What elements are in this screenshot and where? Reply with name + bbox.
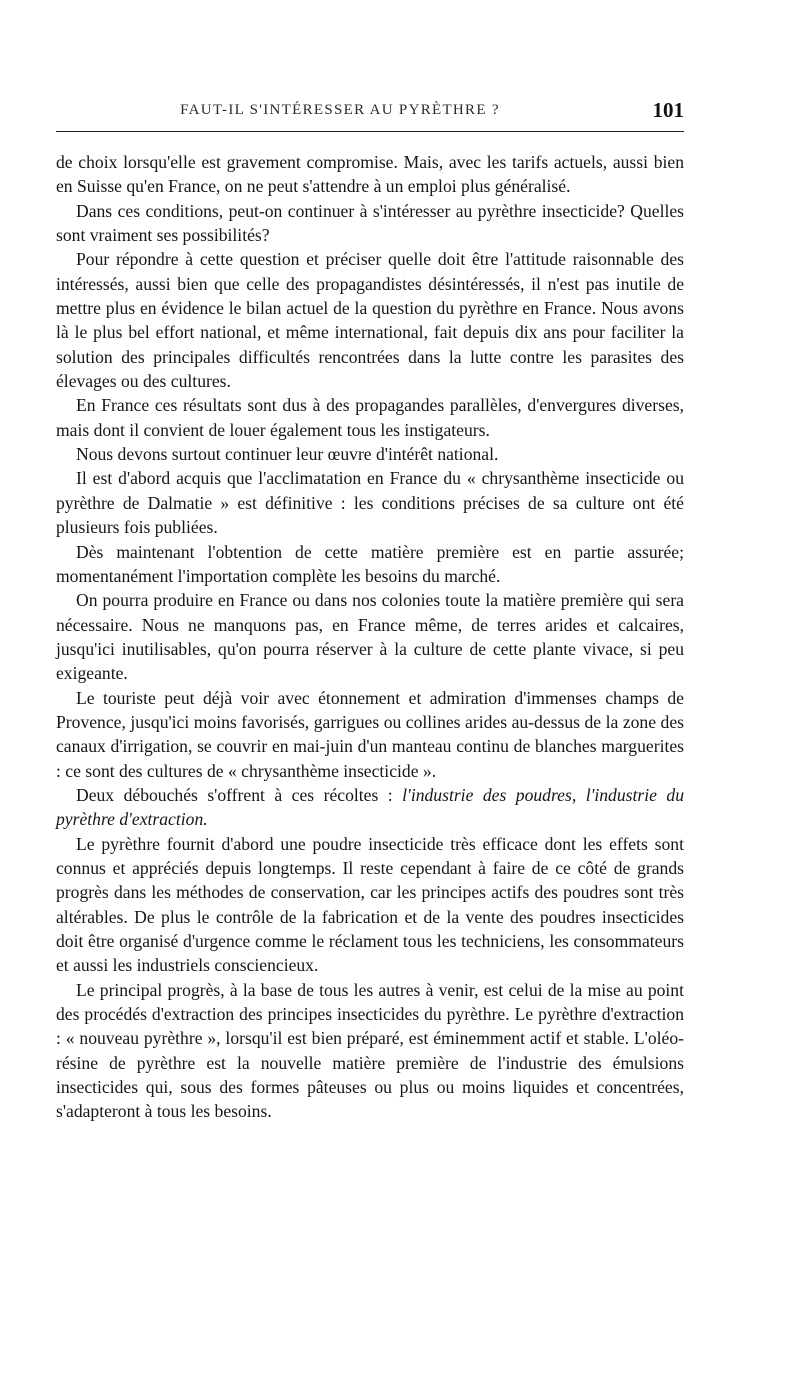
paragraph-6: Il est d'abord acquis que l'acclimatation en France du « chrysanthème insecticide ou pyrèthre de Dalmatie » est définitive : les conditions précises de sa culture ont été plusieurs fois publiées.	[56, 468, 684, 538]
paragraph-9: Le touriste peut déjà voir avec étonnement et admiration d'immenses champs de Provence, jusqu'ici moins favorisés, garrigues ou collines arides au-dessus de la zone des canaux d'irrigation, se couvrir en mai-juin d'un manteau continu de blanches marguerites : ce sont des cultures de « chrysanthème insecticide ».	[56, 687, 684, 781]
paragraph-2: Dans ces conditions, peut-on continuer à s'intéresser au pyrèthre insecticide? Quelles sont vraiment ses possibilités?	[56, 200, 684, 246]
paragraph-10-text: Deux débouchés s'offrent à ces récoltes :	[76, 784, 403, 805]
paragraph-1: de choix lorsqu'elle est gravement compromise. Mais, avec les tarifs actuels, aussi bien en Suisse qu'en France, on ne peut s'attendre à un emploi plus généralisé.	[56, 152, 684, 197]
paragraph-4: En France ces résultats sont dus à des propagandes parallèles, d'envergures diverses, mais dont il convient de louer également tous les instigateurs.	[56, 395, 684, 440]
page-number: 101	[652, 98, 684, 122]
paragraph-10	[56, 783, 684, 832]
paragraph-7: Dès maintenant l'obtention de cette matière première est en partie assurée; momentanément l'importation complète les besoins du marché.	[56, 541, 684, 586]
paragraph-10-italic: l'industrie des poudres, l'industrie du pyrèthre d'extraction.	[56, 784, 684, 830]
running-head: FAUT-IL S'INTÉRESSER AU PYRÈTHRE ?	[180, 102, 500, 118]
paragraph-11: Le pyrèthre fournit d'abord une poudre insecticide très efficace dont les effets sont connus et appréciés depuis longtemps. Il reste cependant à faire de ce côté de grands progrès dans les méthodes de conservation, car les principes actifs des poudres sont très altérables. De plus le contrôle de la fabrication et de la vente des poudres insecticides doit être organisé d'urgence comme le réclament tous les techniciens, les consommateurs et aussi les industriels consciencieux.	[56, 833, 684, 976]
paragraph-8: On pourra produire en France ou dans nos colonies toute la matière première qui sera nécessaire. Nous ne manquons pas, en France même, de terres arides et calcaires, jusqu'ici inutilisables, qu'on pourra réserver à la culture de cette plante vivace, si peu exigeante.	[56, 590, 684, 684]
paragraph-5: Nous devons surtout continuer leur œuvre d'intérêt national.	[76, 444, 499, 465]
paragraph-12: Le principal progrès, à la base de tous les autres à venir, est celui de la mise au point des procédés d'extraction des principes insecticides du pyrèthre. Le pyrèthre d'extraction : « nouveau pyrèthre », lorsqu'il est bien préparé, est éminemment actif et stable. L'oléo-résine de pyrèthre est la nouvelle matière première de l'industrie des émulsions insecticides qui, sous des formes pâteuses ou plus ou moins liquides et concentrées, s'adapteront à tous les besoins.	[56, 979, 684, 1122]
body-text	[56, 150, 684, 1124]
page-header	[56, 98, 684, 124]
header-rule	[56, 131, 684, 132]
paragraph-3: Pour répondre à cette question et préciser quelle doit être l'attitude raisonnable des intéressés, aussi bien que celle des propagandistes désintéressés, il n'est pas inutile de mettre plus en évidence le bilan actuel de la question du pyrèthre en France. Nous avons là le plus bel effort national, et même international, fait depuis dix ans pour faciliter la solution des principales difficultés rencontrées dans la lutte contre les parasites des élevages ou des cultures.	[56, 249, 684, 392]
